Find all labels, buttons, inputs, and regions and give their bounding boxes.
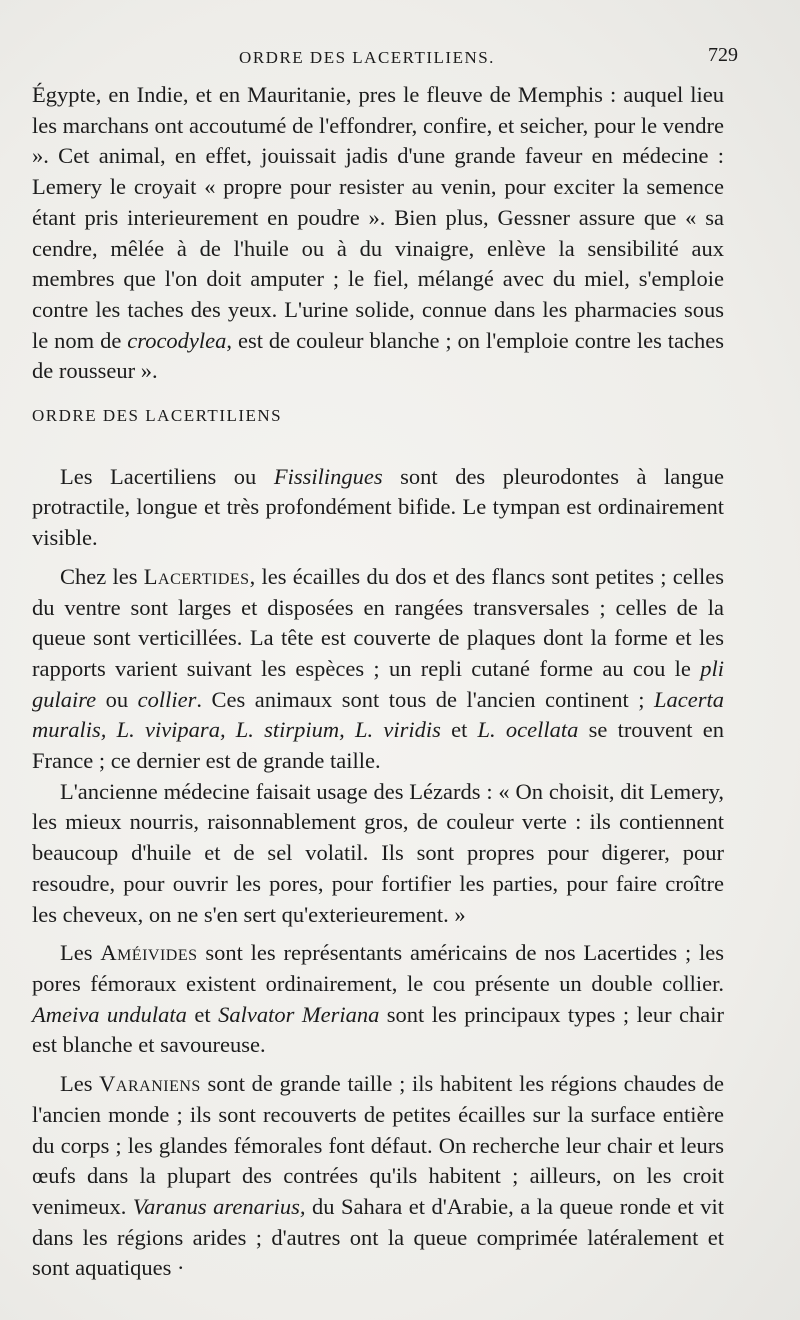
intro-paragraph: Les Lacertiliens ou Fissilingues sont des pleurodontes à langue protractile, longue et très profondément bifide. Le tympan est ordinairement visible. bbox=[32, 463, 725, 551]
species-salvator: Salvator Meriana bbox=[218, 1001, 380, 1027]
family-lacertides: Lacertides bbox=[143, 563, 250, 589]
species-lacerta: Lacerta muralis, L. vivipara, L. stirpium, L. viridis bbox=[32, 686, 724, 743]
running-head bbox=[32, 44, 762, 76]
family-ameivides: Améivides bbox=[100, 940, 198, 966]
section-heading: ORDRE DES LACERTILIENS bbox=[32, 406, 283, 426]
species-ameiva: Ameiva undulata bbox=[32, 1001, 187, 1027]
term-collier: collier bbox=[137, 686, 197, 712]
lezards-paragraph: L'ancienne médecine faisait usage des Lézards : « On choisit, dit Lemery, les mieux nourris, raisonnablement gros, de couleur verte : ils contiennent beaucoup d'huile et de sel volatil. Ils sont propres pour digerer, pour resoudre, pour ouvrir les pores, pour fortifier les parties, pour faire croître les cheveux, on ne s'en sert qu'exterieurement. » bbox=[32, 778, 724, 927]
running-title: ORDRE DES LACERTILIENS. bbox=[239, 48, 495, 67]
term-fissilingues: Fissilingues bbox=[273, 463, 383, 489]
varaniens-paragraph: Les Varaniens sont de grande taille ; ils habitent les régions chaudes de l'ancien monde ; ils sont recouverts de petites écailles sur la surface entière du corps ; les glandes fémorales font défaut. On recherche leur chair et leurs œufs dans la plupart des contrées qu'ils habitent ; ailleurs, on les croit venimeux. Varanus arenarius, du Sahara et d'Arabie, a la queue ronde et vit dans les régions arides ; d'autres ont la queue comprimée latéralement et sont aquatiques · bbox=[32, 1071, 725, 1281]
continuation-paragraph: Égypte, en Indie, et en Mauritanie, pres le fleuve de Memphis : auquel lieu les marchans ont accoutumé de l'effondrer, confire, et seicher, pour le vendre ». Cet animal, en effet, jouissait jadis d'une grande faveur en médecine : Lemery le croyait « propre pour resister au venin, pour exciter la semence étant pris interieurement en poudre ». Bien plus, Gessner assure que « sa cendre, mêlée à de l'huile ou à du vinaigre, enlève la sensibilité aux membres que l'on doit amputer ; le fiel, mélangé avec du miel, s'emploie contre les taches des yeux. L'urine solide, connue dans les pharmacies sous le nom de crocodylea, est de couleur blanche ; on l'emploie contre les taches de rousseur ». bbox=[32, 82, 724, 384]
lacertides-paragraph: Chez les Lacertides, les écailles du dos et des flancs sont petites ; celles du ventre sont larges et disposées en rangées transversales ; celles de la queue sont verticillées. La tête est couverte de plaques dont la forme et les rapports varient suivant les espèces ; un repli cutané forme au cou le pli gulaire ou collier. Ces animaux sont tous de l'ancien continent ; Lacerta muralis, L. vivipara, L. stirpium, L. viridis et L. ocellata se trouvent en France ; ce dernier est de grande taille. bbox=[32, 563, 725, 774]
ameivides-paragraph: Les Améivides sont les représentants américains de nos Lacertides ; les pores fémoraux existent ordinairement, le cou présente un double collier. Ameiva undulata et Salvator Meriana sont les principaux types ; leur chair est blanche et savoureuse. bbox=[32, 940, 725, 1058]
term-pli-gulaire: pli gulaire bbox=[32, 655, 724, 712]
body-text bbox=[32, 80, 724, 1284]
term-crocodylea: crocodylea bbox=[127, 327, 227, 353]
family-varaniens: Varaniens bbox=[99, 1071, 201, 1097]
species-ocellata: L. ocellata bbox=[477, 717, 579, 743]
species-varanus: Varanus arenarius, bbox=[132, 1193, 306, 1219]
page-number: 729 bbox=[708, 44, 738, 66]
